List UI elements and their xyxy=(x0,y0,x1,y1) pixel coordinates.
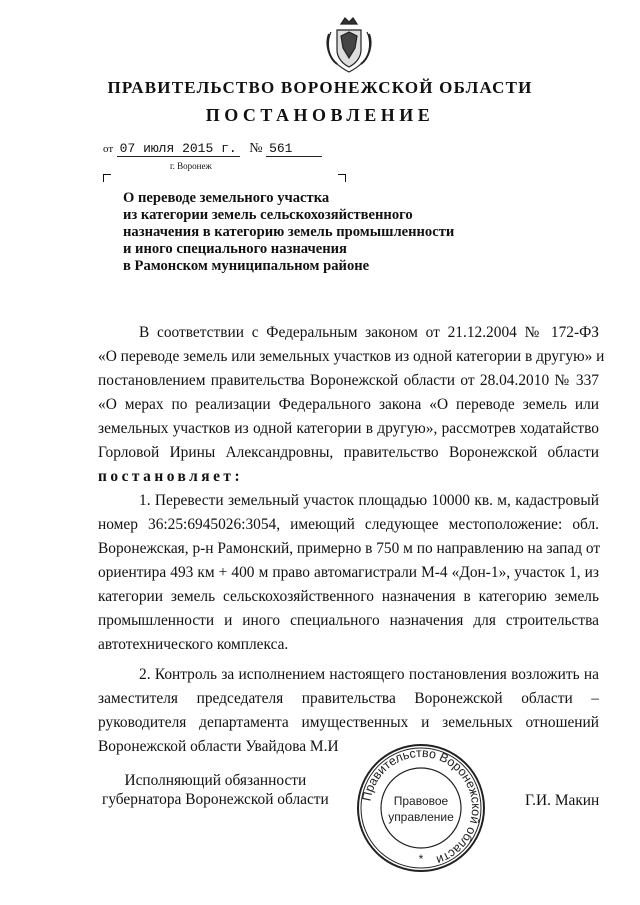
item-1-line: 1. Перевести земельный участок площадью 10000 кв. м, кадастровый xyxy=(139,492,599,509)
item-1-line: категории земель сельскохозяйственного назначения в категорию земель xyxy=(98,588,599,605)
subject-line: и иного специального назначения xyxy=(123,241,347,257)
government-title: ПРАВИТЕЛЬСТВО ВОРОНЕЖСКОЙ ОБЛАСТИ xyxy=(107,78,533,97)
document-body xyxy=(98,321,605,759)
signatory-name: Г.И. Макин xyxy=(525,792,600,809)
preamble-line: земельных участков из одной категории в другую», рассмотрев ходатайство xyxy=(98,420,599,437)
item-1-line: Воронежская, р-н Рамонский, примерно в 750 м по направлению на запад от xyxy=(98,540,601,557)
item-2-line: заместителя председателя правительства Воронежской области – xyxy=(98,690,599,707)
preamble-line: В соответствии с Федеральным законом от 21.12.2004 № 172-ФЗ xyxy=(139,324,599,341)
subject-line: в Рамонском муниципальном районе xyxy=(123,258,370,274)
item-2-line: руководителя департамента имущественных и земельных отношений xyxy=(98,714,599,731)
item-1-line: номер 36:25:6945026:3054, имеющий следующее местоположение: обл. xyxy=(98,516,599,533)
official-stamp xyxy=(355,742,487,874)
item-1-line: ориентира 493 км + 400 м право автомагистрали М-4 «Дон-1», участок 1, из xyxy=(98,564,599,581)
stamp-center-line: управление xyxy=(388,810,454,824)
number-prefix: № xyxy=(249,141,263,156)
subject-line: из категории земель сельскохозяйственного xyxy=(123,207,413,223)
preamble-line: постановлением правительства Воронежской области от 28.04.2010 № 337 xyxy=(98,372,599,389)
item-2-line: Воронежской области Увайдова М.И xyxy=(98,738,339,755)
resolves-word: постановляет: xyxy=(98,468,244,485)
coat-of-arms-icon xyxy=(323,14,375,74)
document-subject xyxy=(123,190,454,275)
item-1-line: промышленности и иного специального назначения для строительства xyxy=(98,612,599,629)
subject-line: назначения в категорию земель промышленности xyxy=(123,224,455,240)
document-meta xyxy=(103,141,322,157)
item-2-line: 2. Контроль за исполнением настоящего постановления возложить на xyxy=(139,666,599,683)
signatory-title-line: губернатора Воронежской области xyxy=(102,791,329,808)
document-type: ПОСТАНОВЛЕНИЕ xyxy=(205,105,435,125)
preamble-line: «О переводе земель или земельных участков из одной категории в другую» и xyxy=(98,348,605,365)
stamp-center-line: Правовое xyxy=(393,794,449,808)
signatory-title xyxy=(102,771,329,809)
signatory-title-line: Исполняющий обязанности xyxy=(124,772,307,789)
date-prefix: от xyxy=(103,143,114,155)
subject-bracket-left xyxy=(103,174,111,182)
preamble-line: «О мерах по реализации Федерального закона «О переводе земель или xyxy=(98,396,599,413)
item-1-line: автотехнического комплекса. xyxy=(98,636,289,653)
document-date: 07 июля 2015 г. xyxy=(117,141,240,157)
city-label: г. Воронеж xyxy=(170,161,212,171)
stamp-ring-text: Правительство Воронежской области xyxy=(359,745,484,868)
document-number: 561 xyxy=(266,141,322,157)
subject-line: О переводе земельного участка xyxy=(123,190,330,206)
subject-bracket-right xyxy=(338,174,346,182)
preamble-line: Горловой Ирины Александровны, правительство Воронежской области xyxy=(98,444,599,461)
stamp-star: * xyxy=(418,852,424,866)
